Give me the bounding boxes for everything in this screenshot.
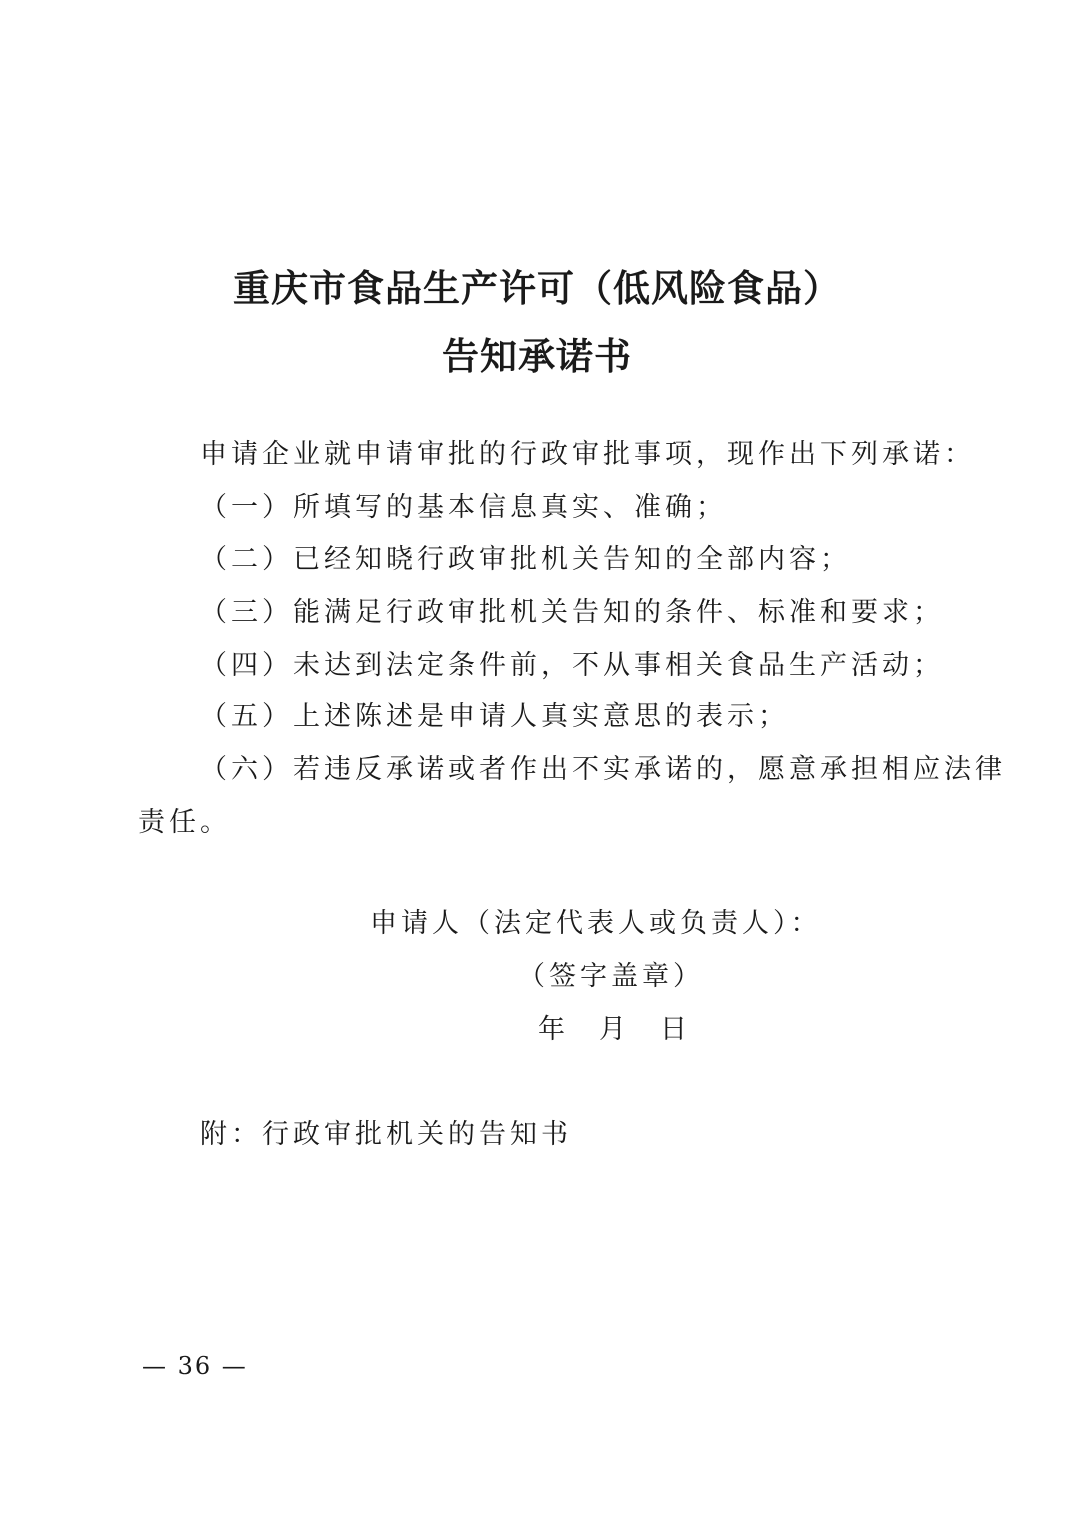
intro-paragraph: 申请企业就申请审批的行政审批事项，现作出下列承诺： xyxy=(200,439,975,470)
date-year-label: 年 xyxy=(538,1014,569,1045)
commitment-6-continued: 责任。 xyxy=(138,807,231,838)
signature-date xyxy=(538,1013,721,1047)
document-title-line-2: 告知承诺书 xyxy=(442,335,632,378)
commitment-5: （五）上述陈述是申请人真实意思的表示； xyxy=(200,701,789,732)
signature-stamp-label: （签字盖章） xyxy=(518,961,704,992)
commitment-3: （三）能满足行政审批机关告知的条件、标准和要求； xyxy=(200,597,944,628)
page-number: — 36 — xyxy=(142,1352,248,1380)
document-title-line-1: 重庆市食品生产许可（低风险食品） xyxy=(233,267,841,310)
date-month-label: 月 xyxy=(599,1014,630,1045)
commitment-1: （一）所填写的基本信息真实、准确； xyxy=(200,492,727,523)
attachment-note: 附：行政审批机关的告知书 xyxy=(200,1119,572,1150)
commitment-6: （六）若违反承诺或者作出不实承诺的，愿意承担相应法律 xyxy=(200,754,1006,785)
applicant-signature-label: 申请人（法定代表人或负责人）： xyxy=(370,908,822,939)
commitment-2: （二）已经知晓行政审批机关告知的全部内容； xyxy=(200,544,851,575)
date-day-label: 日 xyxy=(660,1014,691,1045)
commitment-4: （四）未达到法定条件前，不从事相关食品生产活动； xyxy=(200,650,944,681)
